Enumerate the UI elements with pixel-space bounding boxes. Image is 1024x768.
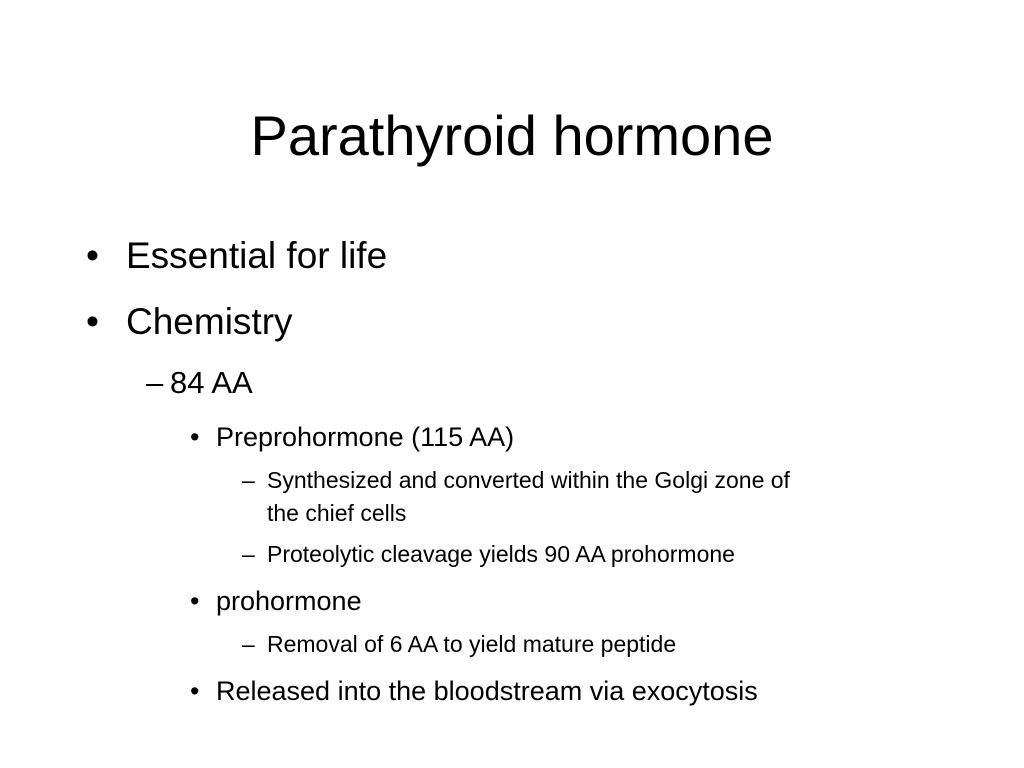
sub-bullet-removal: Removal of 6 AA to yield mature peptide: [267, 631, 677, 657]
bullet-released-exocytosis: Released into the bloodstream via exocytosis: [216, 676, 758, 706]
bullet-marker: •: [190, 676, 200, 706]
sub-bullet-synthesized: Synthesized and converted within the Golgi zone of: [267, 467, 790, 493]
bullet-prohormone: prohormone: [216, 586, 362, 616]
sub-bullet-proteolytic-cleavage: Proteolytic cleavage yields 90 AA prohormone: [267, 541, 735, 567]
bullet-essential-for-life: Essential for life: [126, 235, 388, 276]
bullet-marker: •: [86, 235, 99, 276]
bullet-marker: •: [86, 301, 99, 342]
bullet-chemistry: Chemistry: [126, 301, 293, 342]
bullet-preprohormone: Preprohormone (115 AA): [216, 422, 515, 452]
slide-title: Parathyroid hormone: [250, 104, 774, 167]
dash-marker: –: [242, 467, 255, 493]
dash-marker: –: [146, 365, 164, 400]
dash-marker: –: [242, 541, 255, 567]
bullet-marker: •: [190, 422, 200, 452]
sub-bullet-synthesized-cont: the chief cells: [267, 500, 407, 526]
dash-marker: –: [242, 631, 255, 657]
bullet-marker: •: [190, 586, 200, 616]
sub-bullet-84-aa: 84 AA: [170, 365, 253, 400]
